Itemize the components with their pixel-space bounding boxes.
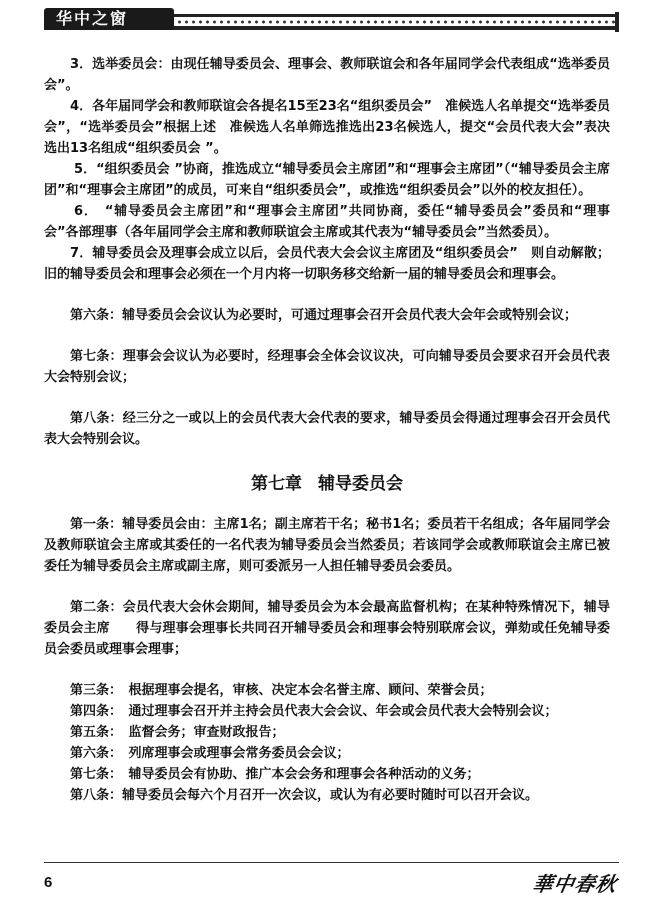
item-4: 4．各年届同学会和教师联谊会各提名15至23名“组织委员会” 准候选人名单提交“选举委员会”，“选举委员会”根据上述 准候选人名单筛选推选出23名候选人，提交“会员代表大会”表决选出13名组成“组织委员会 ”。 <box>44 99 611 156</box>
chapter-heading <box>44 472 610 496</box>
footer-logo: 華中春秋 <box>530 872 619 896</box>
article-6: 第六条：辅导委员会会议认为必要时，可通过理事会召开会员代表大会年会或特别会议； <box>70 308 578 323</box>
item-7: 7．辅导委员会及理事会成立以后，会员代表大会会议主席团及“组织委员会” 则自动解散；旧的辅导委员会和理事会必须在一个月内将一切职务移交给新一届的辅导委员会和理事会。 <box>44 246 610 282</box>
chapter-number: 第七章 <box>251 474 302 494</box>
duty-article-4: 第四条： 通过理事会召开并主持会员代表大会会议、年会或会员代表大会特别会议； <box>70 704 558 719</box>
article-7: 第七条：理事会会议认为必要时，经理事会全体会议议决，可向辅导委员会要求召开会员代表大会特别会议； <box>44 349 610 385</box>
item-5: 5．“组织委员会 ”协商，推选成立“辅导委员会主席团”和“理事会主席团”（“辅导委员会主席团”和“理事会主席团”的成员，可来自“组织委员会”，或推选“组织委员会”以外的校友担任）。 <box>44 162 610 198</box>
footer-rule <box>44 862 619 863</box>
header-title: 华中之窗 <box>44 8 174 30</box>
header-dotted-rule <box>176 19 619 25</box>
item-6: 6． “辅导委员会主席团”和“理事会主席团”共同协商，委任“辅导委员会”委员和“理事会”各部理事（各年届同学会主席和教师联谊会主席或其代表为“辅导委员会”当然委员）。 <box>44 204 610 240</box>
page-body <box>44 54 610 806</box>
duty-article-7: 第七条： 辅导委员会有协助、推广本会会务和理事会各种活动的义务； <box>70 767 480 782</box>
header-rule-end <box>615 12 619 32</box>
duty-article-3: 第三条： 根据理事会提名，审核、决定本会名誉主席、顾问、荣誉会员； <box>70 683 493 698</box>
duty-article-8: 第八条：辅导委员会每六个月召开一次会议，或认为有必要时随时可以召开会议。 <box>70 788 539 803</box>
chapter-article-1: 第一条：辅导委员会由：主席1名；副主席若干名；秘书1名；委员若干名组成；各年届同学会及教师联谊会主席或其委任的一名代表为辅导委员会当然委员；若该同学会或教师联谊会主席已被委任为辅导委员会主席或副主席，则可委派另一人担任辅导委员会委员。 <box>44 517 610 574</box>
duty-article-5: 第五条： 监督会务；审查财政报告； <box>70 725 285 740</box>
chapter-name: 辅导委员会 <box>318 474 403 494</box>
page-number: 6 <box>44 874 53 891</box>
chapter-article-2: 第二条：会员代表大会休会期间，辅导委员会为本会最高监督机构；在某种特殊情况下，辅导委员会主席 得与理事会理事长共同召开辅导委员会和理事会特别联席会议，弹劾或任免辅导委员会委员或理事会理事； <box>44 600 610 657</box>
article-8: 第八条：经三分之一或以上的会员代表大会代表的要求，辅导委员会得通过理事会召开会员代表大会特别会议。 <box>44 411 610 447</box>
duty-article-6: 第六条： 列席理事会或理事会常务委员会会议； <box>70 746 350 761</box>
item-3: 3．选举委员会：由现任辅导委员会、理事会、教师联谊会和各年届同学会代表组成“选举委员会”。 <box>44 57 610 93</box>
